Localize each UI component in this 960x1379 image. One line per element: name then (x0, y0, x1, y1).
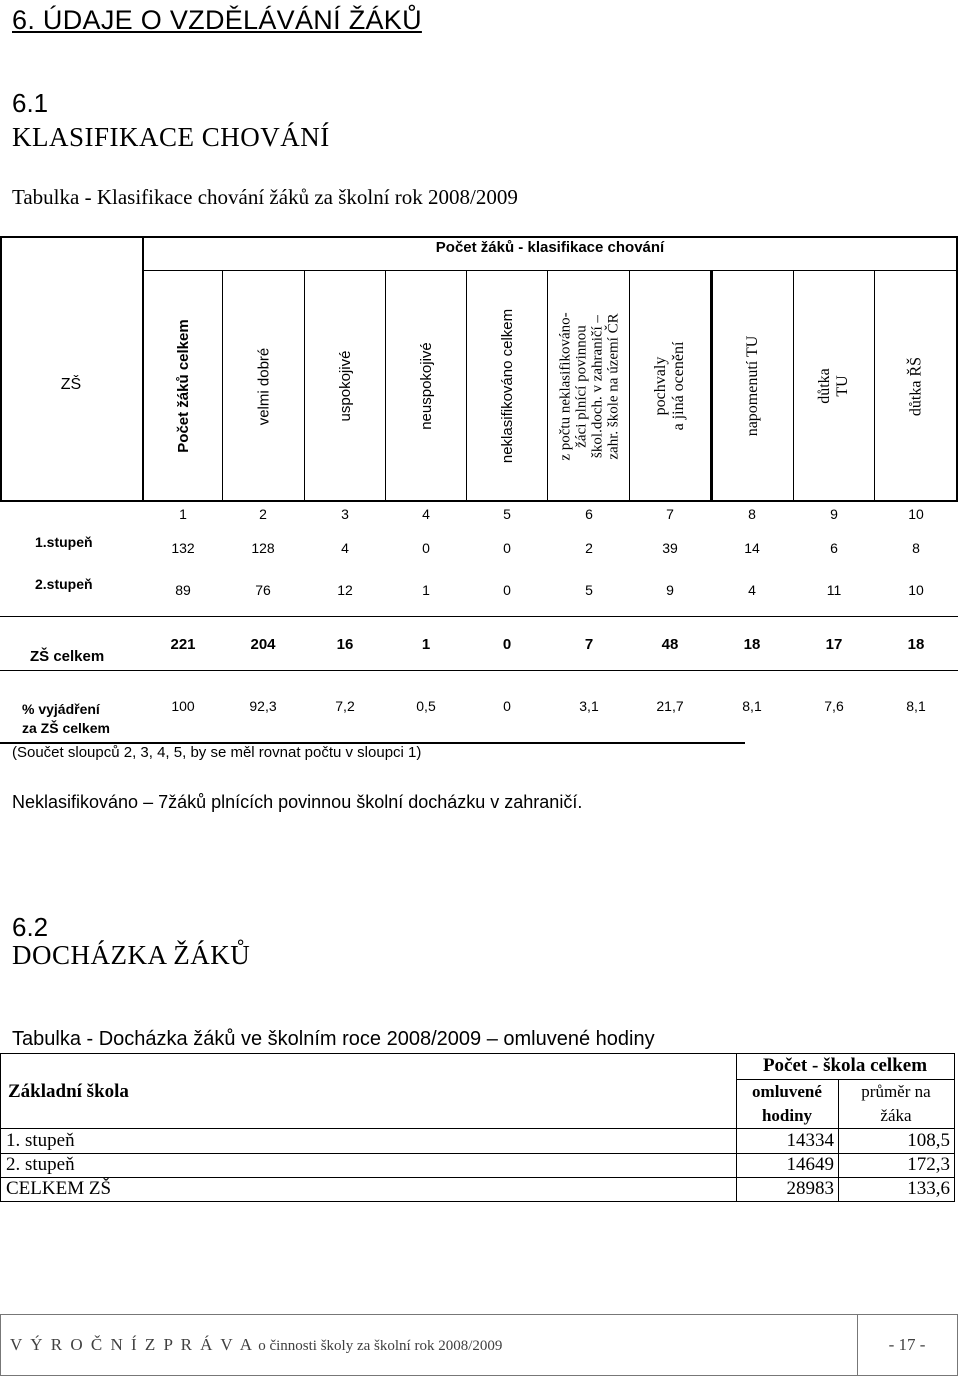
row-label: % vyjádření (22, 701, 100, 717)
table-cell: 8,1 (742, 698, 762, 714)
table-cell: 18 (743, 636, 761, 653)
column-header-line: Počet žáků celkem (174, 319, 192, 453)
column-header-line: z počtu neklasifikováno- (556, 311, 573, 461)
table-cell: 4 (748, 582, 756, 598)
column-header-line: a jiná ocenění (670, 341, 687, 431)
footer-spaced: V Ý R O Č N Í Z P R Á V A (10, 1335, 254, 1354)
table-cell: 1 (421, 636, 431, 653)
table-cell: 204 (250, 636, 276, 653)
column-header-7 (630, 271, 710, 501)
column-number: 5 (503, 506, 511, 522)
table-cell: 39 (662, 540, 678, 556)
row-label: 1.stupeň (35, 534, 93, 550)
table-cell: 18 (907, 636, 925, 653)
table-cell: 0 (503, 540, 511, 556)
column-header-5 (467, 271, 547, 501)
column-header-1 (144, 271, 222, 501)
column-header-line: důtka (816, 368, 833, 404)
table-cell: 11 (826, 582, 842, 598)
column-header-3 (305, 271, 385, 501)
column-header-line: uspokojivé (336, 350, 354, 422)
row-label: ZŠ celkem (30, 648, 105, 665)
table-cell: 128 (251, 540, 275, 556)
column-header-line: velmi dobré (255, 347, 272, 425)
table-cell: 7,2 (335, 698, 355, 714)
table2-avg: 133,6 (907, 1178, 950, 1199)
page-footer (0, 1314, 958, 1376)
table-cell: 6 (830, 540, 838, 556)
table-caption: Tabulka - Klasifikace chování žáků za školní rok 2008/2009 (12, 185, 518, 209)
column-header-8 (713, 271, 793, 501)
column-number: 8 (748, 506, 756, 522)
footer-title (10, 1335, 502, 1355)
table2-hours: 14649 (786, 1154, 834, 1175)
column-header-line: neuspokojivé (417, 342, 435, 430)
column-number: 7 (666, 506, 674, 522)
section-title: KLASIFIKACE CHOVÁNÍ (12, 122, 330, 152)
table2-col-avg-l1: průměr na (861, 1082, 931, 1101)
column-header-9 (794, 271, 874, 501)
table-cell: 9 (666, 582, 674, 598)
column-number: 2 (259, 506, 267, 522)
table2-group-header: Počet - škola celkem (762, 1055, 928, 1076)
column-header-4 (386, 271, 466, 501)
table-cell: 21,7 (656, 698, 684, 714)
column-header-line: TU (834, 375, 851, 397)
table-cell: 0 (503, 698, 511, 714)
column-number: 4 (422, 506, 430, 522)
table-cell: 5 (585, 582, 593, 598)
column-number: 1 (179, 506, 187, 522)
column-header-line: zahr. škole na území ČR (604, 312, 621, 460)
table-cell: 0 (502, 636, 512, 653)
column-header-line: důtka ŘŠ (906, 356, 924, 416)
table-cell: 0,5 (416, 698, 436, 714)
table-cell: 4 (341, 540, 349, 556)
chapter-heading: 6. ÚDAJE O VZDĚLÁVÁNÍ ŽÁKŮ (12, 5, 422, 35)
table-cell: 8 (912, 540, 920, 556)
table-caption: Tabulka - Docházka žáků ve školním roce 2008/2009 – omluvené hodiny (12, 1028, 655, 1050)
table2-row-label: 2. stupeň (6, 1154, 75, 1175)
section-title: DOCHÁZKA ŽÁKŮ (12, 940, 251, 970)
table-cell: 89 (175, 582, 191, 598)
table-cell: 14 (744, 540, 760, 556)
row-label: 2.stupeň (35, 576, 93, 592)
table-cell: 100 (171, 698, 195, 714)
column-number: 6 (585, 506, 593, 522)
column-header-6 (548, 271, 629, 501)
column-header-line: neklasifikováno celkem (498, 308, 516, 464)
table-cell: 132 (171, 540, 195, 556)
table-cell: 2 (585, 540, 593, 556)
column-number: 9 (830, 506, 838, 522)
column-number: 3 (341, 506, 349, 522)
table-cell: 17 (825, 636, 843, 653)
table2-avg: 108,5 (907, 1130, 950, 1151)
table2-row-header: Základní škola (8, 1081, 129, 1102)
column-header-line: napomenutí TU (744, 335, 761, 437)
table-cell: 7 (584, 636, 594, 653)
table-cell: 3,1 (579, 698, 599, 714)
table-cell: 8,1 (906, 698, 926, 714)
table-cell: 0 (503, 582, 511, 598)
table-cell: 0 (422, 540, 430, 556)
table-cell: 48 (661, 636, 679, 653)
table-cell: 10 (908, 582, 924, 598)
table-cell: 76 (255, 582, 271, 598)
behavior-table (0, 236, 958, 771)
section-number: 6.2 (12, 912, 49, 942)
column-header-line: škol.doch. v zahraničí – (588, 314, 605, 458)
table-corner-label: ZŠ (60, 376, 82, 393)
table2-row-label: CELKEM ZŠ (6, 1178, 112, 1199)
table2-col-hours-l1: omluvené (752, 1082, 822, 1101)
table-cell: 1 (422, 582, 430, 598)
table-cell: 16 (336, 636, 354, 653)
column-header-10 (875, 271, 956, 501)
attendance-table (0, 1053, 955, 1201)
column-header-2 (223, 271, 304, 501)
page-number: - 17 - (888, 1335, 926, 1354)
table2-col-avg-l2: žáka (880, 1106, 912, 1125)
table2-col-hours-l2: hodiny (761, 1106, 813, 1125)
table2-hours: 14334 (786, 1130, 834, 1151)
table2-hours: 28983 (786, 1178, 834, 1199)
table-cell: 92,3 (249, 698, 277, 714)
column-header-line: pochvaly (652, 356, 669, 416)
table2-row-label: 1. stupeň (6, 1130, 75, 1151)
table-note: (Součet sloupců 2, 3, 4, 5, by se měl rovnat počtu v sloupci 1) (12, 744, 422, 761)
column-number: 10 (908, 506, 924, 522)
table2-avg: 172,3 (907, 1154, 950, 1175)
statement-text: Neklasifikováno – 7žáků plnících povinnou školní docházku v zahraničí. (12, 792, 583, 812)
footer-rest: o činnosti školy za školní rok 2008/2009 (258, 1338, 503, 1354)
table-cell: 12 (337, 582, 353, 598)
table-cell: 7,6 (824, 698, 844, 714)
row-label: za ZŠ celkem (22, 720, 110, 736)
column-header-line: žáci plnící povinnou (572, 324, 589, 448)
table-group-header: Počet žáků - klasifikace chování (435, 239, 665, 256)
section-number: 6.1 (12, 88, 49, 118)
table-cell: 221 (170, 636, 196, 653)
